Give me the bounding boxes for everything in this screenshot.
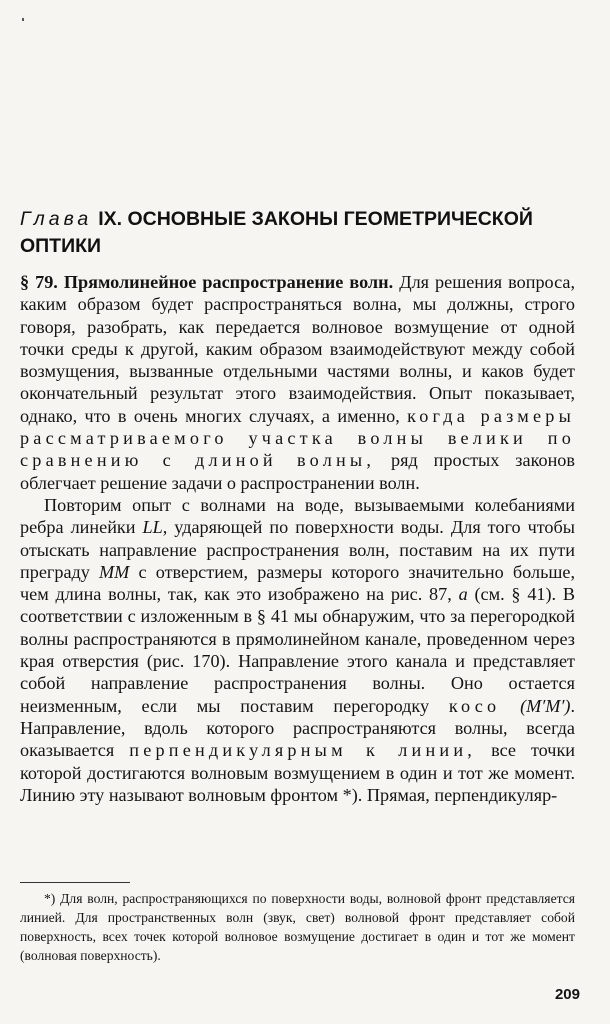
- paragraph-2-text-e: . Направление, вдоль которого распространяются волны, всегда оказывается: [20, 695, 576, 761]
- paragraph-1-text-a: Для решения вопроса, каким образом будет распространяться волна, мы должны, строго говоря, разобрать, как передается волновое возмущение от одной точки среды к другой, каким образом взаимодействуют между собой возмущения, вызванные отдельными частями волны, и каков будет окончательный результат этого взаимодействия. Опыт показывает, однако, что в очень многих случаях, а именно,: [20, 272, 575, 426]
- perpendicular-spaced-text: перпендикулярным к линии,: [129, 740, 477, 761]
- figure-letter: а: [458, 584, 468, 605]
- chapter-label: Глава: [20, 208, 93, 230]
- ruler-label: LL: [142, 517, 163, 538]
- print-speck: [22, 18, 24, 21]
- footnote-divider: [20, 882, 130, 883]
- paragraph-1: [20, 271, 575, 494]
- main-text: [20, 271, 575, 806]
- paragraph-2-text-b: , ударяющей по поверхности воды. Для того чтобы отыскать направление распространения волн, поставим на их пути преграду: [20, 517, 575, 582]
- oblique-spaced-word: косо: [448, 695, 501, 716]
- paragraph-2-text-f: все точки которой достигаются волновым возмущением в один и тот же момент. Линию эту называют волновым фронтом *). Прямая, перпендикуляр-: [20, 740, 576, 805]
- page-number: 209: [554, 986, 580, 1003]
- paragraph-2: [20, 494, 575, 806]
- chapter-heading: [20, 206, 590, 260]
- oblique-barrier-label: (M′M′): [520, 695, 571, 716]
- paragraph-1-text-b: ряд простых законов облегчает решение задачи о распространении волн.: [20, 450, 575, 493]
- paragraph-2-text-c: с отверстием, размеры которого значительно больше, чем длина волны, так, как это изображено на рис. 87,: [20, 561, 575, 605]
- section-heading: § 79. Прямолинейное распространение волн.: [20, 272, 394, 292]
- footnote: *) Для волн, распространяющихся по поверхности воды, волновой фронт представляется линией. Для пространственных волн (звук, свет) волновой фронт представляет собой поверхность, всех точек которой волновое возмущение достигает в один и тот же момент (волновая поверхность).: [20, 891, 575, 963]
- paragraph-2-text-d: (см. § 41). В соответствии с изложенным в § 41 мы обнаружим, что за перегородкой волны распространяются в прямолинейном канале, проведенном через края отверстия (рис. 170). Направление этого канала и представляет собой направление распространения волны. Оно остается неизменным, если мы поставим перегородку: [20, 584, 576, 716]
- paragraph-1-spaced-text: когда размеры рассматриваемого участка волны велики по сравнению с длиной волны,: [20, 405, 575, 471]
- paragraph-2-text-a: Повторим опыт с волнами на воде, вызываемыми колебаниями ребра линейки: [20, 494, 575, 538]
- chapter-title: IX. ОСНОВНЫЕ ЗАКОНЫ ГЕОМЕТРИЧЕСКОЙ ОПТИКИ: [20, 208, 533, 257]
- barrier-label: MM: [99, 561, 130, 582]
